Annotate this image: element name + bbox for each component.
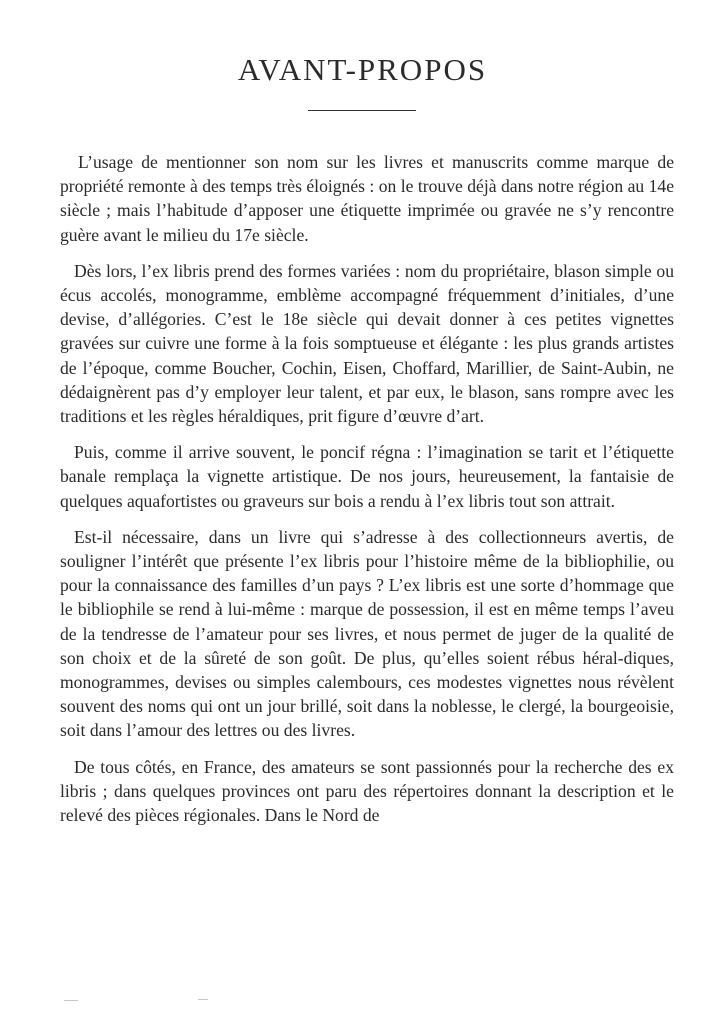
paragraph-3: Puis, comme il arrive souvent, le poncif régna : l’imagination se tarit et l’étiquette banale remplaça la vignette artistique. De nos jours, heureusement, la fantaisie de quelques aquafortistes ou graveurs sur bois a rendu à l’ex libris tout son attrait. — [60, 442, 674, 511]
scan-speck — [64, 1000, 78, 1001]
paragraph-1: L’usage de mentionner son nom sur les livres et manuscrits comme marque de propriété remonte à des temps très éloignés : on le trouve déjà dans notre région au 14e siècle ; mais l’habitude d’apposer une étiquette imprimée ou gravée ne s’y rencontre guère avant le milieu du 17e siècle. — [60, 152, 674, 245]
body-text — [60, 150, 674, 839]
title-divider — [308, 110, 416, 111]
scan-speck — [198, 999, 208, 1000]
paragraph-4: Est-il nécessaire, dans un livre qui s’adresse à des collectionneurs avertis, de souligner l’intérêt que présente l’ex libris pour l’histoire même de la bibliophilie, ou pour la connaissance des familles d’un pays ? L’ex libris est une sorte d’hommage que le bibliophile se rend à lui-même : marque de possession, il est en même temps l’aveu de la tendresse de l’amateur pour ses livres, et nous permet de juger de la qualité de son choix et de la sûreté de son goût. De plus, qu’elles soient rébus héral-diques, monogrammes, devises ou simples calembours, ces modestes vignettes nous révèlent souvent des noms qui ont un jour brillé, soit dans la noblesse, le clergé, la bourgeoisie, soit dans l’amour des lettres ou des livres. — [60, 526, 674, 741]
page-title: AVANT-PROPOS — [237, 52, 488, 87]
paragraph-5: De tous côtés, en France, des amateurs se sont passionnés pour la recherche des ex libris ; dans quelques provinces ont paru des répertoires donnant la description et le relevé des pièces régionales. Dans le Nord de — [60, 756, 674, 826]
paragraph-2: Dès lors, l’ex libris prend des formes variées : nom du propriétaire, blason simple ou écus accolés, monogramme, emblème accompagné fréquemment d’initiales, d’une devise, d’allégories. C’est le 18e siècle qui devait donner à ces petites vignettes gravées sur cuivre une forme à la fois somptueuse et élégante : les plus grands artistes de l’époque, comme Boucher, Cochin, Eisen, Choffard, Marillier, de Saint-Aubin, ne dédaignèrent pas d’y employer leur talent, et par eux, le blason, sans rompre avec les traditions et les règles héraldiques, prit figure d’œuvre d’art. — [60, 260, 674, 427]
